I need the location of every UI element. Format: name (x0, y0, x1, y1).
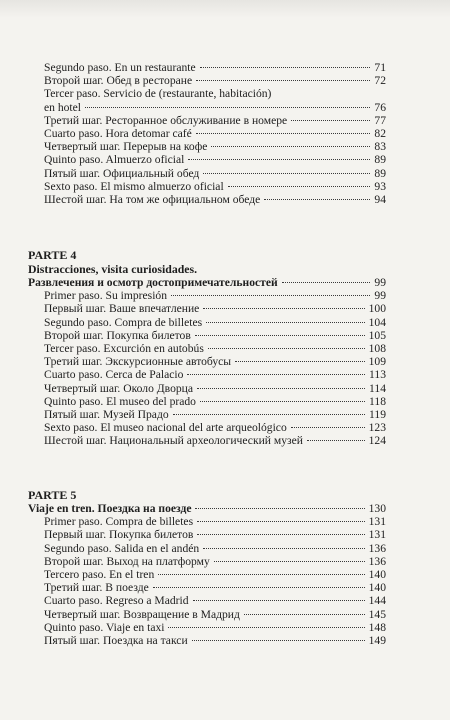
toc-entry (28, 515, 386, 528)
toc-leader-dots (291, 120, 370, 121)
toc-entry (28, 542, 386, 555)
toc-entry-title: Шестой шаг. На том же официальном обеде (44, 192, 261, 206)
toc-entry-title: Viaje en tren. Поездка на поезде (28, 502, 192, 515)
toc-entry-title: Развлечения и осмотр достопримечательностей (28, 276, 278, 289)
toc-entry (28, 621, 386, 634)
toc-leader-dots (200, 67, 371, 68)
toc-entry (28, 382, 386, 395)
toc-leader-dots (228, 186, 371, 187)
toc-entry-page: 105 (368, 328, 386, 342)
toc-entry-page: 109 (368, 355, 386, 369)
toc-entry (28, 193, 386, 206)
toc-leader-dots (187, 374, 365, 375)
toc-leader-dots (291, 427, 365, 428)
toc-leader-dots (264, 199, 370, 200)
toc-entry (28, 395, 386, 408)
toc-entry-title: Cuarto paso. Cerca de Palacio (44, 368, 184, 382)
toc-entry-title: Quinto paso. El museo del prado (44, 394, 196, 408)
toc-entry-title: Cuarto paso. Hora detomar café (44, 126, 192, 140)
toc-entry (28, 74, 386, 87)
toc-entry (28, 316, 386, 329)
toc-entry-title: Tercero paso. En el tren (44, 567, 155, 581)
toc-leader-dots (153, 587, 365, 588)
toc-entry-page: 136 (368, 541, 386, 555)
toc-entry-page: 148 (368, 620, 386, 634)
toc-entry (28, 355, 386, 368)
toc-entry (28, 289, 386, 302)
toc-entry-page: 140 (368, 581, 386, 595)
toc-leader-dots (196, 80, 370, 81)
toc-entry (28, 594, 386, 607)
toc-leader-dots (197, 534, 364, 535)
toc-entry (28, 368, 386, 381)
toc-entry-page: 124 (368, 434, 386, 448)
toc-entry-title: en hotel (44, 100, 82, 114)
toc-entry-title: Quinto paso. Viaje en taxi (44, 620, 165, 634)
toc-leader-dots (203, 173, 370, 174)
toc-entry (28, 528, 386, 541)
toc-entry-title: Primer paso. Compra de billetes (44, 515, 194, 529)
toc-entry-title: Второй шаг. Выход на платформу (44, 554, 210, 568)
toc-entry-page: 77 (374, 113, 386, 127)
toc-entry (28, 421, 386, 434)
toc-entry (28, 434, 386, 447)
section-top (28, 61, 386, 206)
toc-entry-page: 94 (374, 192, 386, 206)
toc-leader-dots (171, 295, 370, 296)
toc-leader-dots (203, 308, 364, 309)
toc-leader-dots (208, 348, 365, 349)
toc-entry-page: 140 (368, 567, 386, 581)
toc-entry-page: 118 (369, 394, 386, 408)
toc-entry-page: 99 (374, 276, 386, 289)
toc-entry-title: Sexto paso. El museo nacional del arte arqueológico (44, 421, 287, 435)
toc-entry-page: 145 (368, 607, 386, 621)
toc-entry-page: 89 (374, 166, 386, 180)
toc-entry (28, 153, 386, 166)
part4-label: PARTE 4 (28, 248, 77, 262)
toc-leader-dots (188, 159, 370, 160)
toc-entry-title: Четвертый шаг. Около Дворца (44, 381, 194, 395)
toc-entry-page: 123 (368, 421, 386, 435)
toc-leader-dots (214, 561, 365, 562)
toc-leader-dots (196, 133, 371, 134)
toc-entry-title: Пятый шаг. Поездка на такси (44, 633, 188, 647)
toc-entry-page: 108 (368, 341, 386, 355)
toc-entry-title: Второй шаг. Покупка билетов (44, 328, 191, 342)
toc-entry-title: Шестой шаг. Национальный археологический музей (44, 434, 303, 448)
toc-entry (28, 342, 386, 355)
toc-entry-page: 99 (374, 289, 386, 303)
toc-entry-title: Третий шаг. Экскурсионные автобусы (44, 355, 232, 369)
toc-entry-title: Segundo paso. Compra de billetes (44, 315, 203, 329)
part4-subtitle: Distracciones, visita curiosidades. (28, 262, 198, 276)
toc-leader-dots (195, 335, 365, 336)
toc-leader-dots (158, 574, 364, 575)
toc-entry-title: Первый шаг. Ваше впечатление (44, 302, 200, 316)
toc-leader-dots (203, 548, 364, 549)
toc-entry-page: 83 (374, 140, 386, 154)
toc-heading-entry (28, 276, 386, 289)
toc-entry (28, 127, 386, 140)
toc-entry-page: 114 (369, 381, 386, 395)
part5-label: PARTE 5 (28, 488, 77, 502)
section-part5 (28, 488, 386, 647)
toc-leader-dots (200, 401, 365, 402)
toc-entry-page: 144 (368, 594, 386, 608)
toc-entry (28, 61, 386, 74)
toc-entry-title: Sexto paso. El mismo almuerzo oficial (44, 179, 224, 193)
toc-leader-dots (85, 107, 370, 108)
toc-heading-entry (28, 502, 386, 515)
toc-entry-title: Пятый шаг. Официальный обед (44, 166, 200, 180)
toc-entry-page: 131 (368, 515, 386, 529)
toc-entry-title: Segundo paso. En un restaurante (44, 61, 196, 74)
toc-entry-title: Quinto paso. Almuerzo oficial (44, 153, 185, 167)
toc-entry (28, 634, 386, 647)
toc-leader-dots (235, 361, 365, 362)
toc-entry (28, 140, 386, 153)
toc-leader-dots (197, 388, 365, 389)
toc-entry-page: 76 (374, 100, 386, 114)
toc-entry-title: Пятый шаг. Музей Прадо (44, 407, 169, 421)
section-part4 (28, 248, 386, 447)
toc-entry-title: Cuarto paso. Regreso a Madrid (44, 594, 189, 608)
toc-leader-dots (173, 414, 365, 415)
toc-entry-page: 71 (374, 61, 386, 74)
toc-entry-title: Третий шаг. В поезде (44, 581, 149, 595)
toc-entry-title: Primer paso. Su impresión (44, 289, 168, 303)
toc-entry-wrapped-line: Tercer paso. Servicio de (restaurante, habitación) (44, 87, 272, 101)
toc-entry (28, 329, 386, 342)
toc-entry-title: Segundo paso. Salida en el andén (44, 541, 200, 555)
toc-entry-title: Третий шаг. Ресторанное обслуживание в номере (44, 113, 288, 127)
toc-leader-dots (282, 282, 371, 283)
toc-entry-page: 136 (368, 554, 386, 568)
page-top-shadow (0, 0, 450, 18)
toc-entry (28, 302, 386, 315)
toc-entry-title: Tercer paso. Excurción en autobús (44, 341, 204, 355)
toc-entry-page: 93 (374, 179, 386, 193)
toc-entry-page: 104 (368, 315, 386, 329)
toc-entry-page: 89 (374, 153, 386, 167)
toc-entry-title: Первый шаг. Покупка билетов (44, 528, 194, 542)
toc-leader-dots (307, 440, 365, 441)
toc-entry-page: 131 (368, 528, 386, 542)
toc-entry (28, 555, 386, 568)
toc-leader-dots (192, 640, 365, 641)
toc-entry-page: 100 (368, 302, 386, 316)
toc-entry (28, 408, 386, 421)
toc-entry-title: Четвертый шаг. Возвращение в Мадрид (44, 607, 240, 621)
toc-entry (28, 167, 386, 180)
toc-entry (28, 101, 386, 114)
toc-entry (28, 568, 386, 581)
toc-leader-dots (206, 322, 365, 323)
toc-entry-page: 72 (374, 74, 386, 88)
toc-entry-title: Четвертый шаг. Перерыв на кофе (44, 140, 208, 154)
toc-entry (28, 581, 386, 594)
toc-entry (28, 114, 386, 127)
toc-entry (28, 608, 386, 621)
toc-entry-page: 149 (368, 633, 386, 647)
toc-entry (28, 180, 386, 193)
toc-entry-page: 82 (374, 126, 386, 140)
toc-entry-page: 113 (369, 368, 386, 382)
toc-leader-dots (244, 614, 365, 615)
toc-entry-page: 119 (369, 407, 386, 421)
toc-leader-dots (197, 521, 365, 522)
toc-leader-dots (195, 508, 364, 509)
toc-leader-dots (168, 627, 364, 628)
toc-leader-dots (193, 600, 365, 601)
toc-leader-dots (211, 146, 370, 147)
toc-entry-page: 130 (368, 502, 386, 515)
toc-entry-title: Второй шаг. Обед в ресторане (44, 74, 193, 88)
